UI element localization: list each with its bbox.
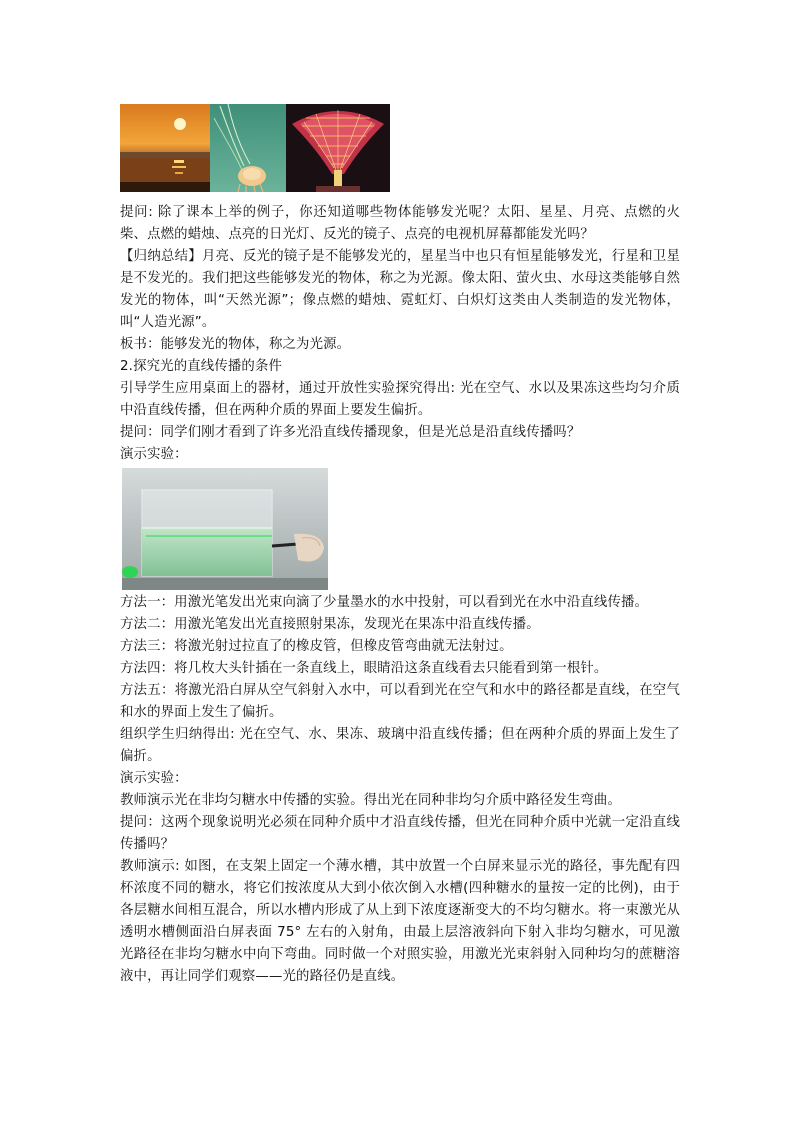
board-note: 板书：能够发光的物体，称之为光源。 (120, 337, 351, 352)
question-straight-line: 提问：同学们刚才看到了许多光沿直线传播现象，但是光总是沿直线传播吗？ (120, 425, 581, 440)
text-section-a (120, 202, 680, 466)
section-heading: 2.探究光的直线传播的条件 (120, 359, 283, 374)
demo-label-2: 演示实验： (120, 771, 188, 786)
conclusion-paragraph: 组织学生归纳得出: 光在空气、水、果冻、玻璃中沿直线传播；但在两种介质的界面上发生了偏折。 (120, 727, 680, 764)
method-2: 方法二：用激光笔发出光直接照射果冻，发现光在果冻中沿直线传播。 (120, 617, 540, 632)
method-3: 方法三：将激光射过拉直了的橡皮管，但橡皮管弯曲就无法射过。 (120, 639, 513, 654)
sugar-water-demo: 教师演示光在非均匀糖水中传播的实验。得出光在同种非均匀介质中路径发生弯曲。 (120, 793, 622, 808)
demo-label: 演示实验： (120, 447, 188, 462)
neon-fountain-photo (286, 104, 390, 192)
light-source-photos (120, 104, 390, 192)
summary-paragraph: 【归纳总结】月亮、反光的镜子是不能够发光的，星星当中也只有恒星能够发光，行星和卫星是不发光的。我们把这些能够发光的物体，称之为光源。像太阳、萤火虫、水母这类能够自然发光的物体，叫“天然光源”；像点燃的蜡烛、霓虹灯、白炽灯这类由人类制造的发光物体，叫“人造光源”。 (120, 249, 680, 330)
text-section-b (120, 592, 680, 988)
method-4: 方法四：将几枚大头针插在一条直线上，眼睛沿这条直线看去只能看到第一根针。 (120, 661, 608, 676)
sunset-photo (120, 104, 210, 192)
question-light-sources: 提问: 除了课本上举的例子，你还知道哪些物体能够发光呢？太阳、星星、月亮、点燃的火柴、点燃的蜡烛、点亮的日光灯、反光的镜子、点亮的电视机屏幕都能发光吗？ (120, 205, 680, 242)
jellyfish-photo (210, 104, 286, 192)
water-tank-photo (122, 468, 328, 590)
method-1: 方法一：用激光笔发出光束向滴了少量墨水的水中投射，可以看到光在水中沿直线传播。 (120, 595, 649, 610)
teacher-demo-paragraph: 教师演示: 如图，在支架上固定一个薄水槽，其中放置一个白屏来显示光的路径，事先配有四杯浓度不同的糖水，将它们按浓度从大到小依次倒入水槽(四种糖水的量按一定的比例)，由于各层糖水间相互混合，所以水槽内形成了从上到下浓度逐渐变大的不均匀糖水。将一束激光从透明水槽侧面沿白屏表面 75° 左右的入射角，由最上层溶液斜向下射入非均匀糖水，可见激光路径在非均匀糖水中向下弯曲。同时做一个对照实验，用激光光束斜射入同种均匀的蔗糖溶液中，再让同学们观察——光的路径仍是直线。 (120, 859, 680, 984)
guide-paragraph: 引导学生应用桌面上的器材，通过开放性实验探究得出: 光在空气、水以及果冻这些均匀介质中沿直线传播，但在两种介质的界面上要发生偏折。 (120, 381, 680, 418)
document-body (120, 104, 680, 988)
question-uniform-medium: 提问：这两个现象说明光必须在同种介质中才沿直线传播，但光在同种介质中光就一定沿直线传播吗？ (120, 815, 680, 852)
method-5: 方法五：将激光沿白屏从空气斜射入水中，可以看到光在空气和水中的路径都是直线，在空气和水的界面上发生了偏折。 (120, 683, 680, 720)
